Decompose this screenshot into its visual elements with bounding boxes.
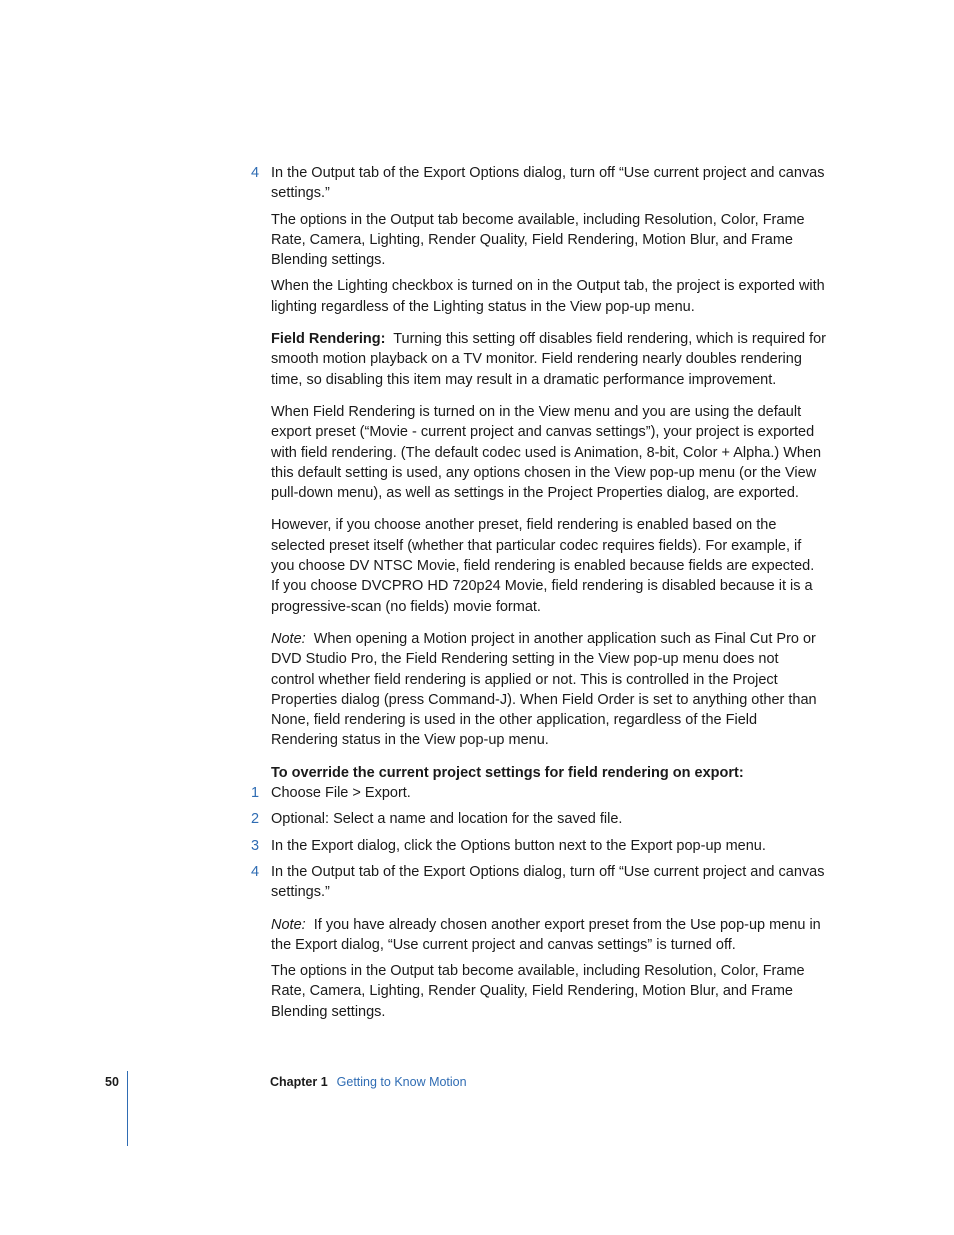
- note-label: Note:: [271, 916, 306, 933]
- footer-chapter: [270, 1072, 467, 1092]
- step-text: Choose File > Export.: [271, 785, 411, 802]
- note-text: If you have already chosen another export preset from the Use pop-up menu in the Export dialog, “Use current project and canvas settings” is turned off.: [271, 916, 821, 953]
- note-text: When opening a Motion project in another application such as Final Cut Pro or DVD Studio Pro, the Field Rendering setting in the View pop-up menu does not control whether field rendering is applied or not. This is controlled in the Project Properties dialog (press Command-J). When Field Order is set to anything other than None, field rendering is used in the other application, regardless of the Field Rendering status in the View pop-up menu.: [271, 630, 817, 749]
- task-step-1: [0, 783, 954, 803]
- step-item-4: [0, 163, 954, 204]
- page-content: [0, 163, 954, 1022]
- step-number: 4: [251, 863, 260, 880]
- field-rendering-text: Turning this setting off disables field rendering, which is required for smooth motion playback on a TV monitor. Field rendering nearly doubles rendering time, so disabling this item may result in a dramatic performance improvement.: [271, 331, 827, 388]
- paragraph-lighting: When the Lighting checkbox is turned on in the Output tab, the project is exported with lighting regardless of the Lighting status in the View pop-up menu.: [271, 278, 825, 315]
- step-text: In the Output tab of the Export Options dialog, turn off “Use current project and canvas settings.”: [271, 165, 825, 202]
- step-text: In the Output tab of the Export Options dialog, turn off “Use current project and canvas settings.”: [271, 863, 825, 901]
- footer-divider: [127, 1071, 128, 1146]
- step-text: In the Export dialog, click the Options button next to the Export pop-up menu.: [271, 837, 766, 854]
- paragraph-output-options: The options in the Output tab become available, including Resolution, Color, Frame Rate, Camera, Lighting, Render Quality, Field Rendering, Motion Blur, and Frame Blending settings.: [271, 211, 805, 269]
- field-rendering-label: Field Rendering:: [271, 331, 386, 348]
- paragraph-field-rendering: [0, 329, 954, 390]
- chapter-label: Chapter 1: [270, 1075, 328, 1089]
- task-step-3: [0, 836, 954, 856]
- step-number: 1: [251, 785, 260, 802]
- page-number: 50: [105, 1075, 119, 1089]
- chapter-title: Getting to Know Motion: [336, 1075, 467, 1089]
- paragraph-output-options-final: The options in the Output tab become available, including Resolution, Color, Frame Rate, Camera, Lighting, Render Quality, Field Rendering, Motion Blur, and Frame Blending settings.: [271, 963, 805, 1020]
- task-step-4: [0, 862, 954, 903]
- note-export-preset: [0, 915, 954, 956]
- paragraph-default-preset: When Field Rendering is turned on in the View menu and you are using the default export preset (“Movie - current project and canvas settings”), your project is exported with field rendering. (The default codec used is Animation, 8-bit, Color + Alpha.) When this default setting is used, any options chosen in the View pop-up menu (or the View pull-down menu), as well as settings in the Project Properties dialog, are exported.: [271, 403, 822, 502]
- step-number: 2: [251, 811, 260, 828]
- step-text: Optional: Select a name and location for the saved file.: [271, 811, 623, 828]
- step-number: 4: [251, 165, 260, 181]
- task-step-2: [0, 809, 954, 829]
- note-other-application: [0, 629, 954, 751]
- paragraph-another-preset: However, if you choose another preset, field rendering is enabled based on the selected preset itself (whether that particular codec requires fields). For example, if you choose DV NTSC Movie, field rendering is enabled because fields are expected. If you choose DVCPRO HD 720p24 Movie, field rendering is disabled because it is a progressive-scan (no fields) movie format.: [271, 517, 815, 615]
- task-heading: To override the current project settings for field rendering on export:: [271, 764, 744, 781]
- note-label: Note:: [271, 630, 306, 647]
- step-number: 3: [251, 837, 260, 854]
